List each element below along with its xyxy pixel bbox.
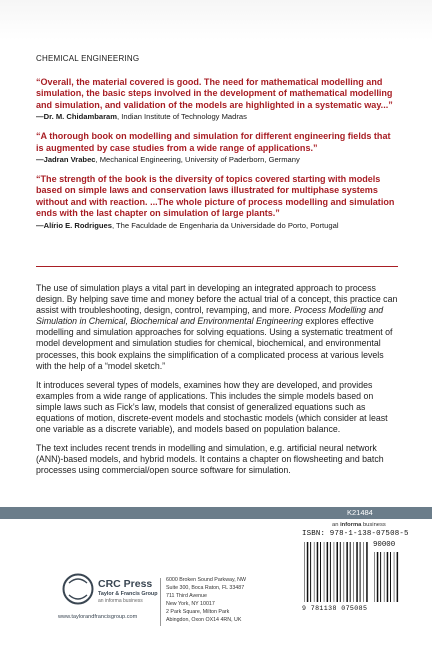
book-description: [36, 283, 398, 485]
barcode-bar: [374, 552, 375, 602]
book-title: Process Modelling and Simulation in Chemical, Biochemical and Environmental Engineering: [36, 305, 384, 327]
crc-logo-icon: [62, 573, 94, 605]
barcode-bar: [337, 542, 339, 602]
address-line: New York, NY 10017: [166, 601, 215, 608]
description-text: explores effective modelling and simulation approaches for solving equations. Using a systematic treatment of model development and simulation studies for chemical, biochemical, and environmental processes, this book explains the simplification of a complicated process at various levels with the help of a “model sketch.”: [36, 316, 393, 371]
informa-prefix: an: [332, 522, 341, 528]
barcode-bar: [330, 542, 331, 602]
barcode-bar: [397, 552, 399, 602]
endorsement-attribution: [36, 221, 396, 231]
barcode-bar: [360, 542, 361, 602]
price-code: 90000: [373, 541, 396, 549]
description-paragraph: It introduces several types of models, examines how they are developed, and provides examples from a wide range of applications. This includes the simple models based on simple laws such as Fick’s law, models that consist of generalized equations such as equations of motion, discrete-event models and stochastic models (which consider at least one variable as a discrete variable), and models based on population balance.: [36, 379, 388, 435]
barcode-graphic: [302, 540, 400, 604]
barcode-bar: [317, 542, 319, 602]
publisher-group: Taylor & Francis Group: [98, 591, 158, 597]
description-paragraph: The text includes recent trends in modelling and simulation, e.g. artificial neural network (ANN)-based models, and hybrid models. It contains a chapter on flowsheeting and batch processes using commercial/open source software for simulation.: [36, 443, 384, 476]
barcode-bar: [380, 552, 381, 602]
barcode-bar: [346, 542, 348, 602]
barcode-bar: [307, 542, 309, 602]
barcode-bar: [390, 552, 391, 602]
endorser-affiliation: , Mechanical Engineering, University of Paderborn, Germany: [95, 155, 300, 165]
endorsement-attribution: [36, 112, 396, 122]
publisher-divider: [160, 578, 161, 626]
description-text: The use of simulation plays a vital part in developing an integrated approach to process design. By helping save time and money before the actual trial of a concept, this practice can assist with troubleshooting, design, control, revamping, and more.: [36, 283, 398, 316]
publisher-subtitle: an informa business: [98, 598, 143, 604]
barcode-bar: [354, 542, 355, 602]
barcode-bar: [320, 542, 321, 602]
barcode-bar: [334, 542, 335, 602]
endorser-affiliation: , The Faculdade de Engenharia da Universidade do Porto, Portugal: [111, 220, 339, 230]
description-paragraph: [36, 283, 398, 372]
top-band: [0, 0, 432, 40]
endorser-affiliation: , Indian Institute of Technology Madras: [117, 112, 247, 122]
publisher-name: CRC Press: [98, 578, 153, 590]
endorsement-text: “The strength of the book is the diversity of topics covered starting with models based on simple laws and conservation laws illustrated for multiphase systems without and with reaction. ...The whole picture of process modelling and simulation ends with the last chapter on simulation of large plants.”: [36, 174, 395, 219]
barcode-bar: [363, 542, 364, 602]
endorsement: [36, 174, 396, 231]
barcode-bar: [327, 542, 329, 602]
barcode-bar: [384, 552, 385, 602]
barcode-bar: [356, 542, 358, 602]
barcode-bar: [366, 542, 368, 602]
informa-suffix: business: [361, 522, 386, 528]
barcode-bar: [344, 542, 345, 602]
barcode-bar: [314, 542, 315, 602]
endorsement: [36, 77, 396, 122]
endorser-name: —Dr. M. Chidambaram: [36, 112, 118, 122]
endorsements: [36, 77, 396, 240]
endorsement-text: “Overall, the material covered is good. The need for mathematical modelling and simulation, the basic steps involved in the development of mathematical modelling and simulation, and validation of the models are highlighted in a systematic way...”: [36, 77, 393, 110]
address-line: Abingdon, Oxon OX14 4RN, UK: [166, 617, 242, 624]
barcode-digits: 9 781138 075085: [302, 605, 368, 612]
barcode-bar: [340, 542, 341, 602]
barcode-bar: [394, 552, 395, 602]
barcode-bar: [350, 542, 351, 602]
section-divider: [36, 266, 398, 267]
endorser-name: —Alírio E. Rodrigues: [36, 220, 112, 230]
publisher-website[interactable]: www.taylorandfrancisgroup.com: [58, 614, 138, 620]
address-line: 6000 Broken Sound Parkway, NW: [166, 577, 246, 583]
barcode-bar: [377, 552, 379, 602]
barcode-bar: [304, 542, 305, 602]
category-label: CHEMICAL ENGINEERING: [36, 54, 140, 63]
publisher-address: [166, 577, 266, 626]
product-code: K21484: [347, 508, 373, 517]
barcode-bar: [387, 552, 389, 602]
endorsement: [36, 131, 396, 165]
endorser-name: —Jadran Vrabec: [36, 155, 96, 165]
address-line: Suite 300, Boca Raton, FL 33487: [166, 585, 245, 592]
barcode-bar: [324, 542, 325, 602]
barcode-bar: [310, 542, 311, 602]
address-line: 2 Park Square, Milton Park: [166, 609, 230, 616]
informa-brand: informa: [340, 522, 362, 528]
informa-tagline: [332, 522, 386, 528]
endorsement-text: “A thorough book on modelling and simulation for different engineering fields that is augmented by case studies from a wide range of applications.”: [36, 131, 391, 153]
address-line: 711 Third Avenue: [166, 593, 207, 600]
endorsement-attribution: [36, 155, 396, 165]
isbn-label: ISBN: 978-1-138-07508-5: [302, 530, 409, 538]
